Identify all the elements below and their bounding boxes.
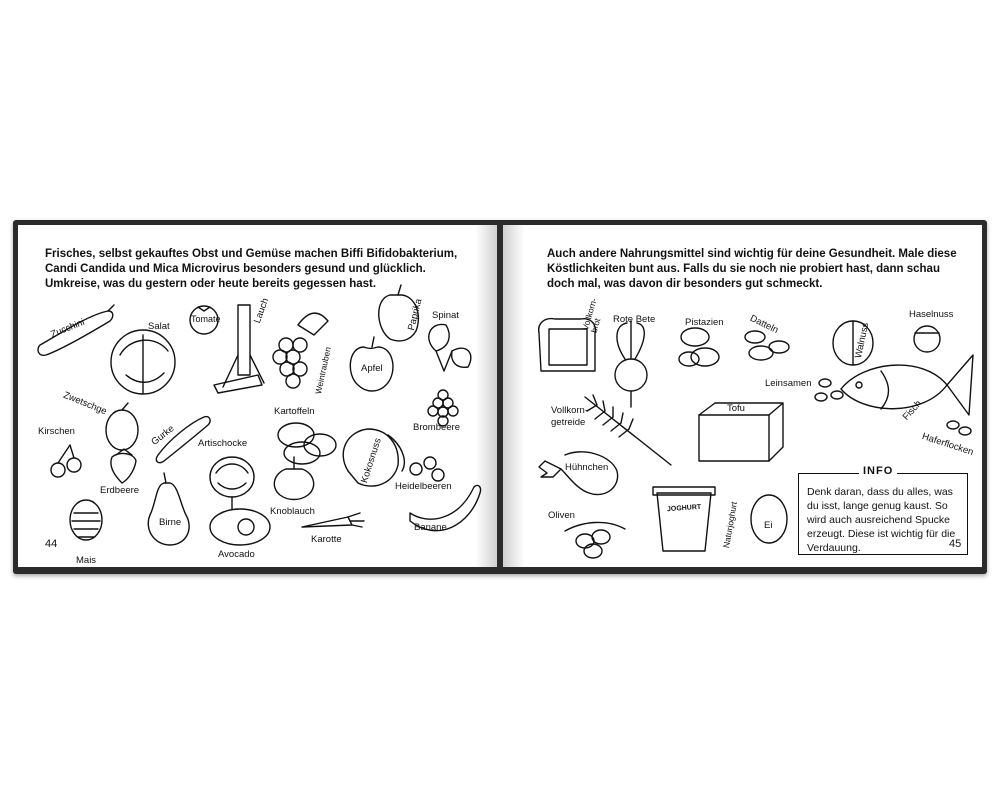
label-gurke: Gurke	[149, 423, 177, 448]
label-tofu: Tofu	[727, 403, 745, 414]
label-kartoffeln: Kartoffeln	[274, 406, 315, 417]
label-artischocke: Artischocke	[198, 438, 248, 449]
label-heidelbeeren: Heidelbeeren	[395, 481, 452, 492]
olives-icon	[565, 522, 625, 558]
label-salat: Salat	[148, 321, 170, 332]
spinach-icon	[429, 324, 471, 371]
dates-icon	[745, 331, 789, 360]
right-intro-text: Auch andere Nahrungsmittel sind wichtig für deine Gesundheit. Male diese Köstlichkeiten bunt aus. Falls du sie noch nie probiert hast, dann schau doch mal, was davon dir besonders gut schmeckt.	[547, 248, 957, 290]
label-spinat: Spinat	[432, 310, 459, 321]
left-food-illustrations	[18, 225, 497, 567]
label-knoblauch: Knoblauch	[270, 506, 315, 517]
egg-icon	[751, 495, 787, 543]
label-tomate: Tomate	[191, 314, 221, 324]
strawberry-icon	[111, 449, 136, 483]
pear-icon	[148, 473, 189, 545]
left-intro-text: Frisches, selbst gekauftes Obst und Gemüse machen Biffi Bifidobakterium, Candi Candida und Mica Microvirus besonders gesund und glücklich. Umkreise, was du gestern oder heute bereits gegessen hast.	[45, 248, 458, 290]
avocado-icon	[210, 509, 270, 545]
label-walnuss: Walnuss	[853, 321, 872, 360]
pistachios-icon	[679, 328, 719, 366]
right-page	[503, 225, 982, 567]
label-haselnuss: Haselnuss	[909, 309, 954, 320]
label-datteln: Datteln	[748, 312, 780, 337]
label-rote-bete: Rote Bete	[613, 314, 656, 325]
label-zwetschge: Zwetschge	[61, 389, 109, 418]
label-brombeere: Brombeere	[413, 422, 460, 433]
label-mais: Mais	[76, 555, 97, 566]
label-erdbeere: Erdbeere	[100, 485, 140, 496]
label-avocado: Avocado	[218, 549, 255, 560]
label-naturjoghurt: Naturjoghurt	[721, 500, 739, 549]
label-pistazien: Pistazien	[685, 317, 724, 328]
info-box	[798, 465, 968, 555]
artichoke-icon	[210, 457, 254, 509]
label-banane: Banane	[414, 522, 447, 533]
label-ei: Ei	[764, 520, 773, 531]
left-page-number: 44	[45, 538, 58, 550]
yogurt-lid-text: JOGHURT	[666, 503, 702, 514]
label-fisch: Fisch	[900, 398, 925, 423]
yogurt-icon	[653, 487, 715, 551]
beetroot-icon	[615, 321, 647, 407]
right-page-number: 45	[949, 538, 962, 550]
label-lauch: Lauch	[252, 296, 272, 325]
chicken-leg-icon	[539, 452, 618, 495]
left-page	[18, 225, 497, 567]
cherries-icon	[51, 445, 81, 477]
label-birne: Birne	[159, 517, 182, 528]
potatoes-icon	[278, 423, 336, 464]
label-kokosnuss: Kokosnuss	[359, 436, 384, 485]
label-leinsamen: Leinsamen	[765, 378, 812, 389]
plum-icon	[106, 403, 138, 450]
label-huehnchen: Hühnchen	[565, 462, 609, 473]
label-haferflocken: Haferflocken	[920, 431, 975, 458]
label-oliven: Oliven	[548, 510, 575, 521]
info-box-title: INFO	[859, 465, 897, 477]
blueberries-icon	[410, 457, 444, 481]
label-vollkornbrot: Vollkorn-brot	[580, 296, 603, 334]
book-spread	[13, 220, 987, 574]
info-box-text: Denk daran, dass du alles, was du isst, lange genug kaust. So wird auch ausreichend Spucke erzeugt. Diese ist wichtig für die Verdauung.	[807, 486, 956, 554]
label-paprika: Paprika	[406, 297, 425, 332]
oats-icon	[947, 421, 971, 435]
label-karotte: Karotte	[311, 534, 342, 545]
hazelnut-icon	[914, 326, 940, 352]
lettuce-icon	[111, 330, 175, 394]
label-vollkorngetreide: Vollkorn-getreide	[551, 405, 588, 428]
flaxseed-icon	[815, 379, 843, 401]
corn-icon	[70, 500, 102, 540]
label-weintrauben: Weintrauben	[313, 346, 333, 396]
label-zucchini: Zucchini	[49, 316, 87, 341]
blackberry-icon	[428, 390, 458, 426]
label-kirschen: Kirschen	[38, 426, 75, 437]
label-apfel: Apfel	[361, 363, 383, 374]
